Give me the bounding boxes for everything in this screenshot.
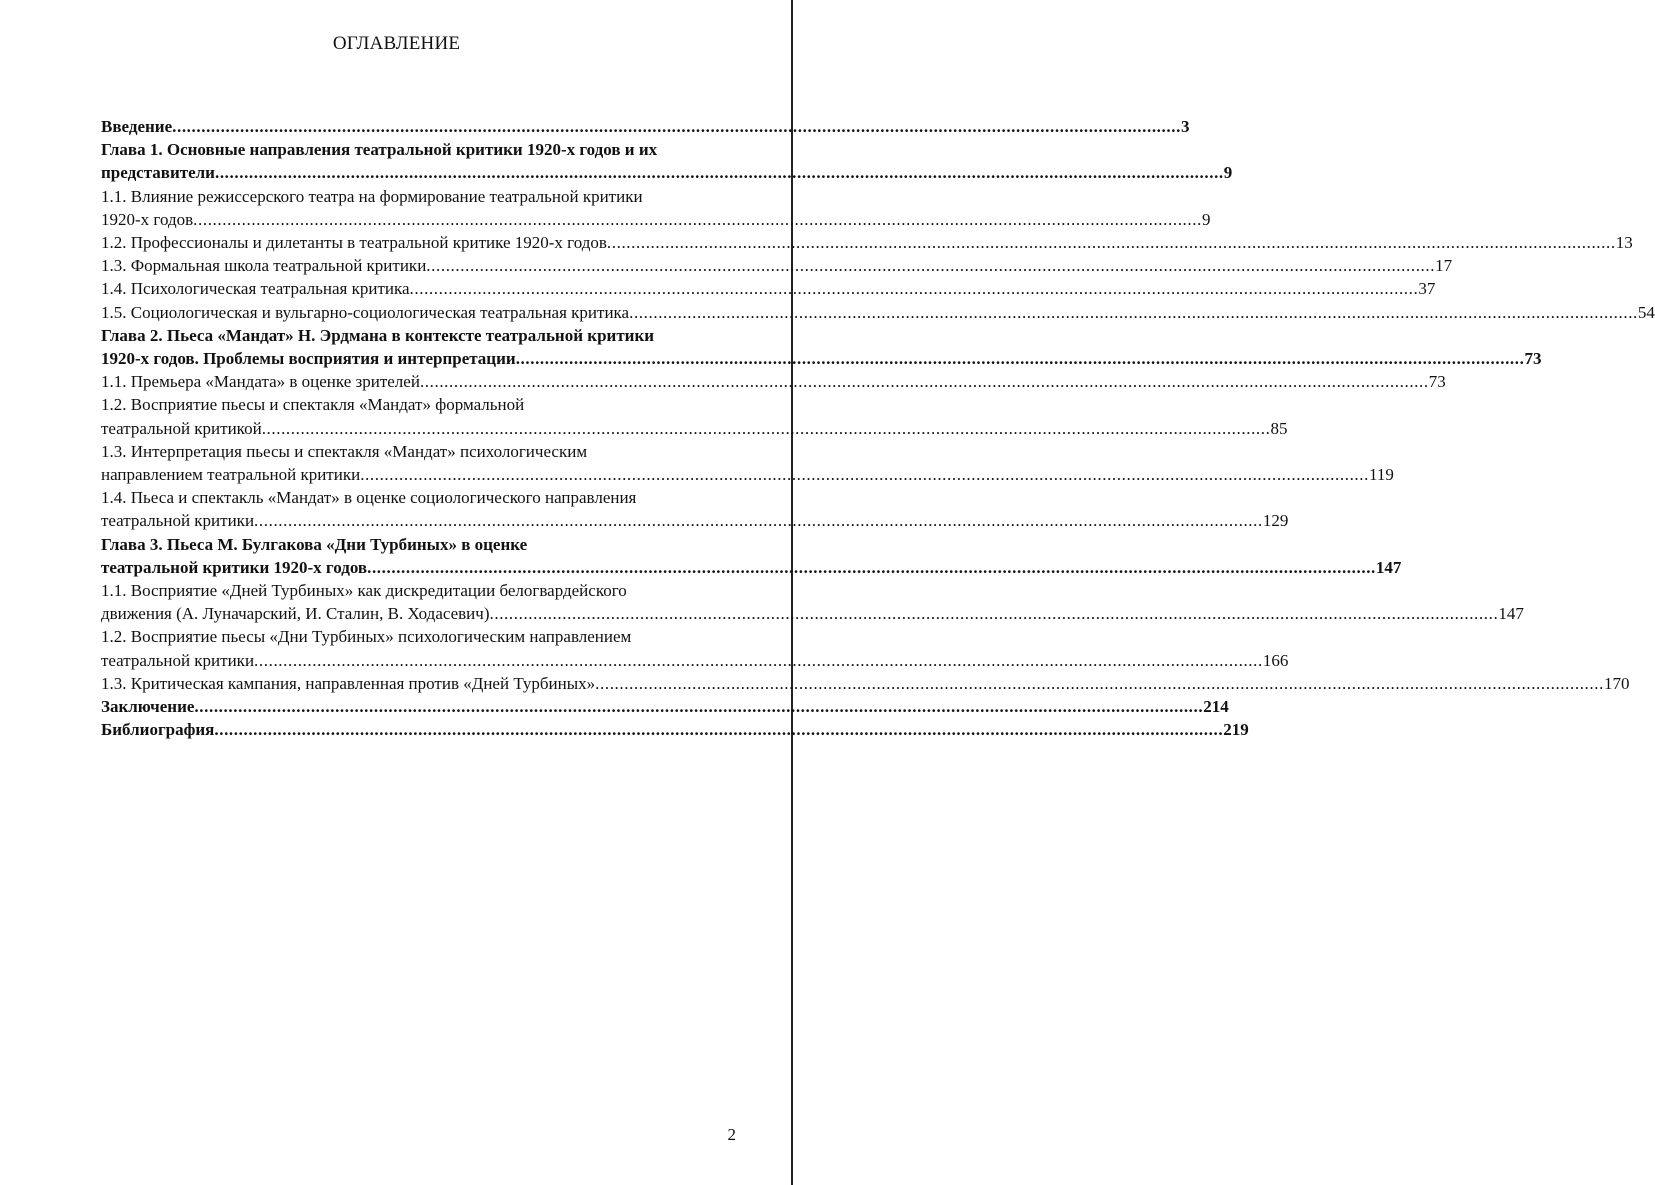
toc-section-entry bbox=[101, 625, 1289, 671]
dot-leader: ................................................................................................................................................................................................................ bbox=[172, 117, 1181, 136]
toc-entry-text: Глава 2. Пьеса «Мандат» Н. Эрдмана в контексте театральной критики bbox=[101, 325, 655, 345]
toc-section-entry bbox=[101, 370, 1446, 393]
dot-leader: ................................................................................................................................................................................................................ bbox=[367, 557, 1376, 577]
dot-leader: ................................................................................................................................................................................................................ bbox=[515, 349, 1525, 369]
dot-leader: ................................................................................................................................................................................................................ bbox=[214, 163, 1224, 183]
toc-section-entry bbox=[101, 579, 1524, 625]
toc-entry-text: представители bbox=[101, 163, 215, 183]
toc-page-number: 219 bbox=[1223, 720, 1249, 740]
toc-page-number: 37 bbox=[1418, 279, 1436, 299]
toc-entry-text: 1.2. Восприятие пьесы «Дни Турбиных» психологическим направлением bbox=[101, 627, 632, 647]
toc-entry-text: 1.3. Интерпретация пьесы и спектакля «Мандат» психологическим bbox=[101, 441, 588, 461]
toc-entry-text: Введение bbox=[101, 117, 173, 136]
toc-entry-text: 1920-х годов. Проблемы восприятия и интерпретации bbox=[101, 349, 516, 369]
toc-entry-text: 1.1. Восприятие «Дней Турбиных» как дискредитации белогвардейского bbox=[101, 581, 627, 601]
toc-page-number: 73 bbox=[1524, 349, 1542, 369]
toc-entry-text: театральной критики bbox=[101, 511, 255, 531]
toc-page-number: 9 bbox=[1201, 209, 1211, 229]
toc-entry-text: 1.1. Влияние режиссерского театра на формирование театральной критики bbox=[101, 186, 643, 206]
toc-entry-text: 1.3. Формальная школа театральной критики bbox=[101, 256, 427, 276]
toc-page-number: 3 bbox=[1180, 117, 1190, 136]
toc-section-entry bbox=[101, 486, 1289, 532]
toc-entry-text: 1.3. Критическая кампания, направленная против «Дней Турбиных» bbox=[101, 673, 596, 693]
toc-entry-text: 1920-х годов bbox=[101, 209, 194, 229]
toc-section-entry bbox=[101, 301, 1655, 324]
toc-section-entry bbox=[101, 393, 1288, 439]
dot-leader: ................................................................................................................................................................................................................ bbox=[409, 279, 1419, 299]
toc-entry-text: Заключение bbox=[101, 697, 195, 717]
toc-entry-text: театральной критикой bbox=[101, 418, 262, 438]
dot-leader: ................................................................................................................................................................................................................ bbox=[194, 697, 1204, 717]
toc-entry-text: Глава 1. Основные направления театральной критики 1920-х годов и их bbox=[101, 140, 658, 160]
toc-section-entry bbox=[101, 440, 1394, 486]
dot-leader: ................................................................................................................................................................................................................ bbox=[254, 650, 1263, 670]
dot-leader: ................................................................................................................................................................................................................ bbox=[419, 372, 1429, 392]
dot-leader: ................................................................................................................................................................................................................ bbox=[214, 720, 1224, 740]
toc-entry-text: 1.4. Психологическая театральная критика bbox=[101, 279, 410, 299]
toc-page-number: 147 bbox=[1498, 604, 1524, 624]
dot-leader: ................................................................................................................................................................................................................ bbox=[489, 604, 1499, 624]
toc-entry-text: 1.1. Премьера «Мандата» в оценке зрителей bbox=[101, 372, 420, 392]
toc-entry-text: движения (А. Луначарский, И. Сталин, В. Ходасевич) bbox=[101, 604, 490, 624]
toc-entry-text: театральной критики 1920-х годов bbox=[101, 557, 368, 577]
toc-chapter-entry bbox=[101, 533, 1402, 579]
toc-entry-text: театральной критики bbox=[101, 650, 255, 670]
toc-entry-text: 1.2. Восприятие пьесы и спектакля «Мандат» формальной bbox=[101, 395, 525, 415]
toc-page-number: 147 bbox=[1375, 557, 1402, 577]
toc-page-number: 13 bbox=[1615, 233, 1633, 253]
toc-entry-text: Глава 3. Пьеса М. Булгакова «Дни Турбиных» в оценке bbox=[101, 534, 528, 554]
page-number: 2 bbox=[727, 1125, 736, 1144]
toc-entry-text: 1.4. Пьеса и спектакль «Мандат» в оценке социологического направления bbox=[101, 488, 637, 508]
toc-page-number: 9 bbox=[1223, 163, 1233, 183]
toc-page-number: 54 bbox=[1637, 302, 1655, 322]
toc-entry-text: Библиография bbox=[101, 720, 215, 740]
toc-chapter-entry bbox=[101, 138, 1233, 184]
dot-leader: ................................................................................................................................................................................................................ bbox=[426, 256, 1436, 276]
toc-page-number: 73 bbox=[1428, 372, 1446, 392]
toc-page-number: 85 bbox=[1270, 418, 1288, 438]
toc-chapter-entry bbox=[101, 115, 1190, 138]
toc-page-number: 119 bbox=[1369, 465, 1394, 485]
toc-section-entry bbox=[101, 185, 1211, 231]
toc-page-number: 129 bbox=[1262, 511, 1289, 531]
toc-page-number: 166 bbox=[1262, 650, 1289, 670]
dot-leader: ................................................................................................................................................................................................................ bbox=[595, 673, 1604, 693]
dot-leader: ................................................................................................................................................................................................................ bbox=[261, 418, 1271, 438]
dot-leader: ................................................................................................................................................................................................................ bbox=[193, 209, 1202, 229]
toc-section-entry bbox=[101, 672, 1630, 695]
page-title: ОГЛАВЛЕНИЕ bbox=[332, 33, 461, 54]
toc-entry-text: 1.5. Социологическая и вульгарно-социологическая театральная критика bbox=[101, 302, 630, 322]
toc-chapter-entry bbox=[101, 718, 1249, 741]
toc-section-entry bbox=[101, 231, 1633, 254]
toc-entry-text: 1.2. Профессионалы и дилетанты в театральной критике 1920-х годов bbox=[101, 233, 607, 253]
toc-section-entry bbox=[101, 254, 1453, 277]
dot-leader: ................................................................................................................................................................................................................ bbox=[606, 233, 1616, 253]
toc-page-number: 170 bbox=[1603, 673, 1630, 693]
toc-entry-text: направлением театральной критики bbox=[101, 465, 361, 485]
toc-chapter-entry bbox=[101, 324, 1542, 370]
toc-page-number: 214 bbox=[1203, 697, 1229, 717]
dot-leader: ................................................................................................................................................................................................................ bbox=[254, 511, 1263, 531]
toc-chapter-entry bbox=[101, 695, 1229, 718]
toc-page-number: 17 bbox=[1435, 256, 1453, 276]
table-of-contents bbox=[101, 115, 1655, 741]
toc-section-entry bbox=[101, 277, 1436, 300]
dot-leader: ................................................................................................................................................................................................................ bbox=[360, 465, 1369, 485]
dot-leader: ................................................................................................................................................................................................................ bbox=[629, 302, 1638, 322]
